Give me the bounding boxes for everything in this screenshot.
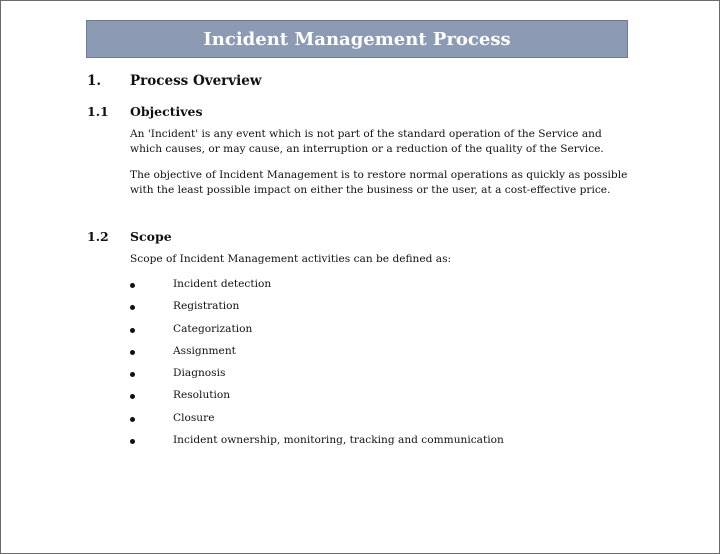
bullet-icon <box>130 350 135 355</box>
list-item-text: Categorization <box>173 322 253 335</box>
objectives-paragraph-1: An 'Incident' is any event which is not part of the standard operation of the Service and which causes, or may cause, an interruption or a reduction of the quality of the Service. <box>130 128 604 155</box>
bullet-icon <box>130 328 135 333</box>
list-item-text: Assignment <box>173 344 236 357</box>
section-title: Process Overview <box>130 73 262 89</box>
list-item-text: Incident detection <box>173 278 272 290</box>
bullet-icon <box>130 372 135 377</box>
document-title: Incident Management Process <box>203 28 511 50</box>
bullet-icon <box>130 283 135 288</box>
list-item-text: Incident ownership, monitoring, tracking and communication <box>173 434 504 447</box>
list-item-text: Closure <box>173 411 215 424</box>
bullet-icon <box>130 305 135 310</box>
list-item-text: Registration <box>173 300 240 313</box>
bullet-icon <box>130 439 135 444</box>
objectives-paragraph-2: The objective of Incident Management is to restore normal operations as quickly as possible with the least possible impact on either the business or the user, at a cost-effective price. <box>130 169 628 196</box>
subsection-title: Objectives <box>130 104 203 119</box>
list-item-text: Resolution <box>173 389 231 402</box>
bullet-icon <box>130 394 135 399</box>
subsection-title: Scope <box>130 229 172 244</box>
scope-intro: Scope of Incident Management activities can be defined as: <box>130 253 452 265</box>
title-banner <box>86 20 628 58</box>
subsection-number: 1.2 <box>87 229 109 244</box>
section-number: 1. <box>87 73 102 89</box>
list-item-text: Diagnosis <box>173 367 226 380</box>
subsection-number: 1.1 <box>87 104 109 119</box>
bullet-icon <box>130 417 135 422</box>
